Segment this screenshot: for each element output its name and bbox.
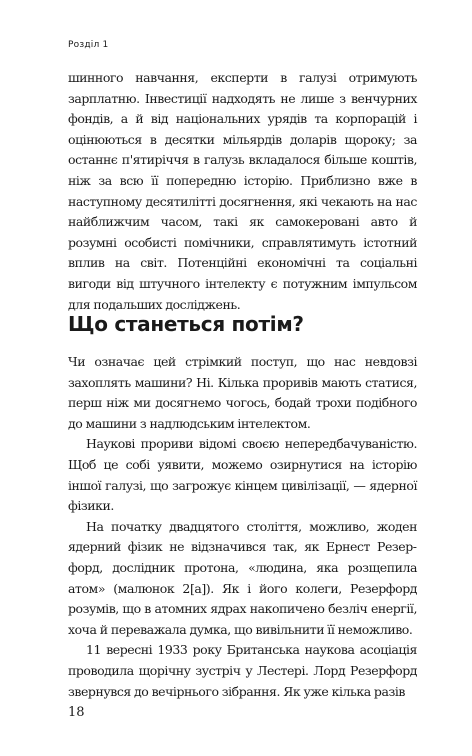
paragraph-1: Чи означає цей стрімкий поступ, що нас невдовзі захоплять машини? Ні. Кілька проривів мають статися, перш ніж ми досягнемо чогось, бодай трохи подібного до машини з надлюдським інтелектом. (68, 354, 417, 431)
paragraph-3: На початку двадцятого століття, можливо, жоден ядерний фізик не відзначився так, як Ернест Резерфорд, дослідник протона, «людина, яка розщепила атом» (малюнок 2[а]). Як і його колеги, Резерфорд розумів, що в атомних ядрах накопичено безліч енергії, хоча й переважала думка, що вивільнити її неможливо. (68, 518, 417, 637)
section-heading: Що станеться потім? (68, 312, 304, 336)
paragraph-2: Наукові прориви відомі своєю непередбачуваністю. Щоб це собі уявити, можемо озирнутися на історію іншої галузі, що загрожує кінцем цивілізації, — ядерної фізики. (68, 436, 417, 514)
running-head: Розділ 1 (68, 40, 109, 50)
section-text-block (68, 352, 417, 702)
intro-text-block (68, 68, 417, 315)
paragraph-4: 11 вересні 1933 року Британська наукова асоціація проводила щорічну зустріч у Лестері. Лорд Резерфорд звернувся до вечірнього зібрання. Як уже кілька разів (68, 642, 417, 699)
intro-paragraph: шинного навчання, експерти в галузі отримують зарплатню. Інвестиції надходять не лише з венчурних фондів, а й від національних урядів та корпорацій і оцінюються в десятки мільярдів доларів щороку; за останнє п'ятиріччя в галузь вкладалося більше коштів, ніж за всю її попередню історію. Приблизно вже в наступному десятилітті досягнення, які чекають на нас найближчим часом, такі як самокеровані авто й розумні особисті помічники, справлятимуть істотний вплив на світ. Потенційні економічні та соціальні вигоди від штучного інтелекту є потужним імпульсом для подальших досліджень. (68, 70, 417, 312)
page-number: 18 (68, 705, 85, 720)
